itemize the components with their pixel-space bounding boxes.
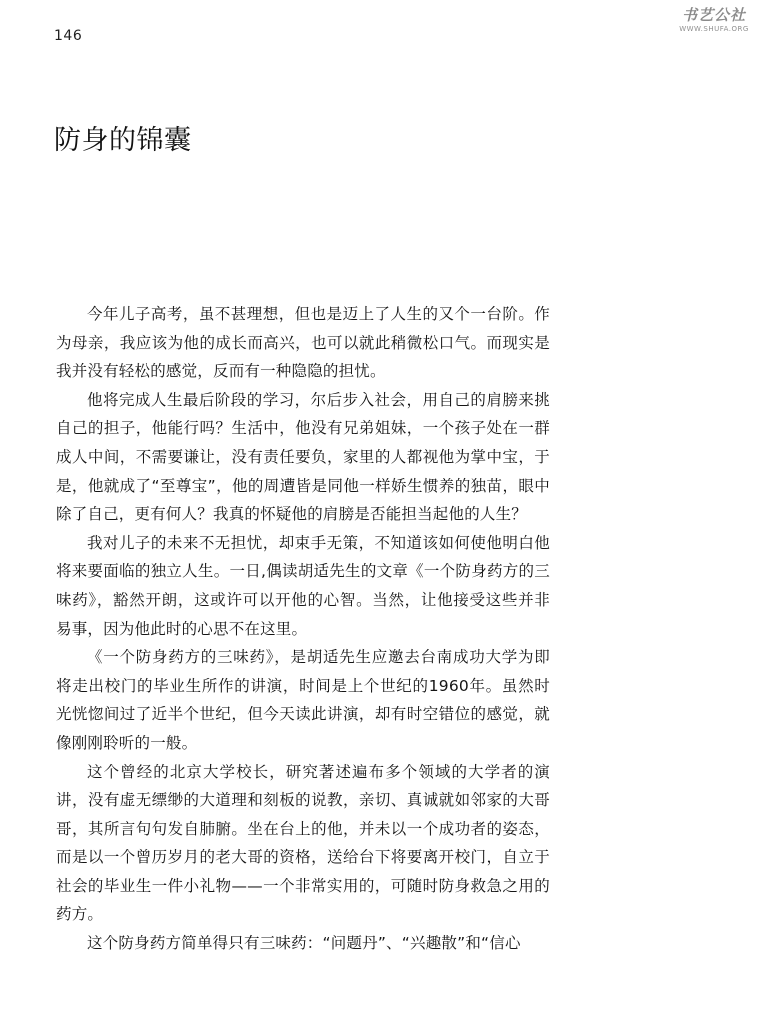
paragraph: 这个曾经的北京大学校长，研究著述遍布多个领域的大学者的演讲，没有虚无缥缈的大道理和刻板的说教，亲切、真诚就如邻家的大哥哥，其所言句句发自肺腑。坐在台上的他，并未以一个成功者的姿态，而是以一个曾历岁月的老大哥的资格，送给台下将要离开校门，自立于社会的毕业生一件小礼物——一个非常实用的，可随时防身救急之用的药方。 (56, 762, 550, 924)
paragraph: 今年儿子高考，虽不甚理想，但也是迈上了人生的又个一台阶。作为母亲，我应该为他的成长而高兴，也可以就此稍微松口气。而现实是我并没有轻松的感觉，反而有一种隐隐的担忧。 (56, 305, 550, 381)
article-body (56, 300, 550, 958)
article-title: 防身的锦囊 (54, 125, 192, 156)
watermark (676, 6, 752, 40)
paragraph: 他将完成人生最后阶段的学习，尔后步入社会，用自己的肩膀来挑自己的担子，他能行吗？生活中，他没有兄弟姐妹，一个孩子处在一群成人中间，不需要谦让，没有责任要负，家里的人都视他为掌中宝，于是，他就成了“至尊宝”，他的周遭皆是同他一样娇生惯养的独苗，眼中除了自己，更有何人？我真的怀疑他的肩膀是否能担当起他的人生？ (56, 390, 550, 524)
watermark-url: WWW.SHUFA.ORG (679, 25, 749, 33)
paragraph: 这个防身药方简单得只有三味药：“问题丹”、“兴趣散”和“信心 (87, 934, 521, 953)
paragraph: 我对儿子的未来不无担忧，却束手无策，不知道该如何使他明白他将来要面临的独立人生。一日,偶读胡适先生的文章《一个防身药方的三味药》，豁然开朗，这或许可以开他的心智。当然，让他接受这些并非易事，因为他此时的心思不在这里。 (56, 533, 550, 638)
watermark-logo: 书艺公社 (681, 6, 746, 24)
paragraph: 《一个防身药方的三味药》，是胡适先生应邀去台南成功大学为即将走出校门的毕业生所作的讲演，时间是上个世纪的1960年。虽然时光恍惚间过了近半个世纪，但今天读此讲演，却有时空错位的感觉，就像刚刚聆听的一般。 (56, 648, 550, 752)
page-number: 146 (54, 28, 83, 44)
